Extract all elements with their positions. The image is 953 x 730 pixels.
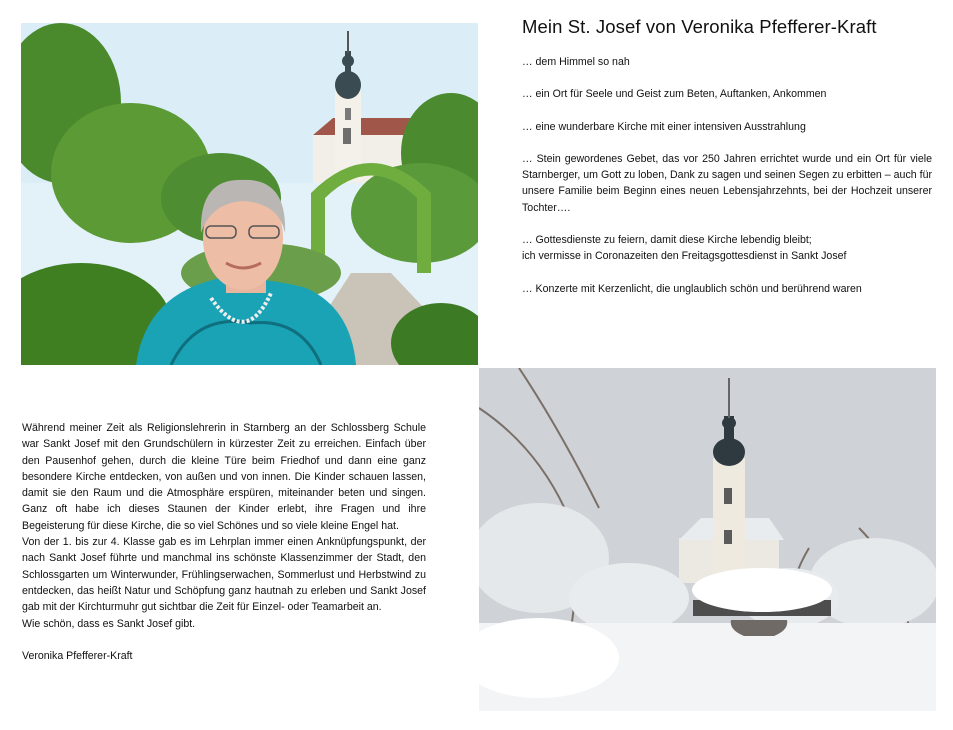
intro-line: … Konzerte mit Kerzenlicht, die unglaublich schön und berührend waren (522, 282, 862, 295)
intro-line: ich vermisse in Coronazeiten den Freitagsgottesdienst in Sankt Josef (522, 250, 847, 263)
story-section (22, 420, 426, 664)
intro-line: … Stein gewordenes Gebet, das vor 250 Jahren errichtet wurde und ein Ort für viele Starnberger, um Gott zu loben, Dank zu sagen und seinen Segen zu erbitten – auch für unsere Familie beim Beginn eines neuen Lebensjahrzehnts, bei der Hochzeit unserer Tochter…. (522, 152, 932, 214)
intro-section (522, 14, 932, 313)
story-paragraph: Von der 1. bis zur 4. Klasse gab es im Lehrplan immer einen Anknüpfungspunkt, der nach Sankt Josef führte und manchmal ins schönste Klassenzimmer der Stadt, den Schlossgarten um Winterwunder, Frühlingserwachen, Sommerlust und Herbstwind zu entdecken, das heißt Natur und Schöpfung ganz hautnah zu erleben und Sankt Josef gab mit der Kirchturmuhr gut sichtbar die Zeit für Einzel- oder Teamarbeit an. (22, 536, 426, 614)
intro-line: … ein Ort für Seele und Geist zum Beten, Auftanken, Ankommen (522, 88, 827, 101)
story-paragraph: Während meiner Zeit als Religionslehrerin in Starnberg an der Schlossberg Schule war Sankt Josef mit den Grundschülern in kürzester Zeit zu erreichen. Einfach über den Pausenhof gehen, durch die kleine Türe beim Friedhof und dann eine ganz besondere Kirche entdecken, von außen und von innen. Die Kinder schauen lassen, damit sie den Raum und die Atmosphäre erspüren, miteinander beten und singen. Ganz oft habe ich dieses Staunen der Kinder erlebt, ihre Fragen und ihre Begeisterung für diese Kirche, die so viel Schönes und so viele kleine Engel hat. (22, 422, 426, 532)
intro-line: … eine wunderbare Kirche mit einer intensiven Ausstrahlung (522, 120, 806, 133)
intro-line: … dem Himmel so nah (522, 56, 630, 68)
portrait-photo (21, 23, 478, 365)
winter-photo (479, 368, 936, 711)
winter-photo-illustration (479, 368, 936, 711)
signature: Veronika Pfefferer-Kraft (22, 649, 133, 662)
story-closing: Wie schön, dass es Sankt Josef gibt. (22, 617, 196, 630)
intro-line: … Gottesdienste zu feiern, damit diese Kirche lebendig bleibt; (522, 234, 812, 247)
page-title: Mein St. Josef von Veronika Pfefferer-Kraft (522, 16, 877, 37)
portrait-photo-illustration (21, 23, 478, 365)
